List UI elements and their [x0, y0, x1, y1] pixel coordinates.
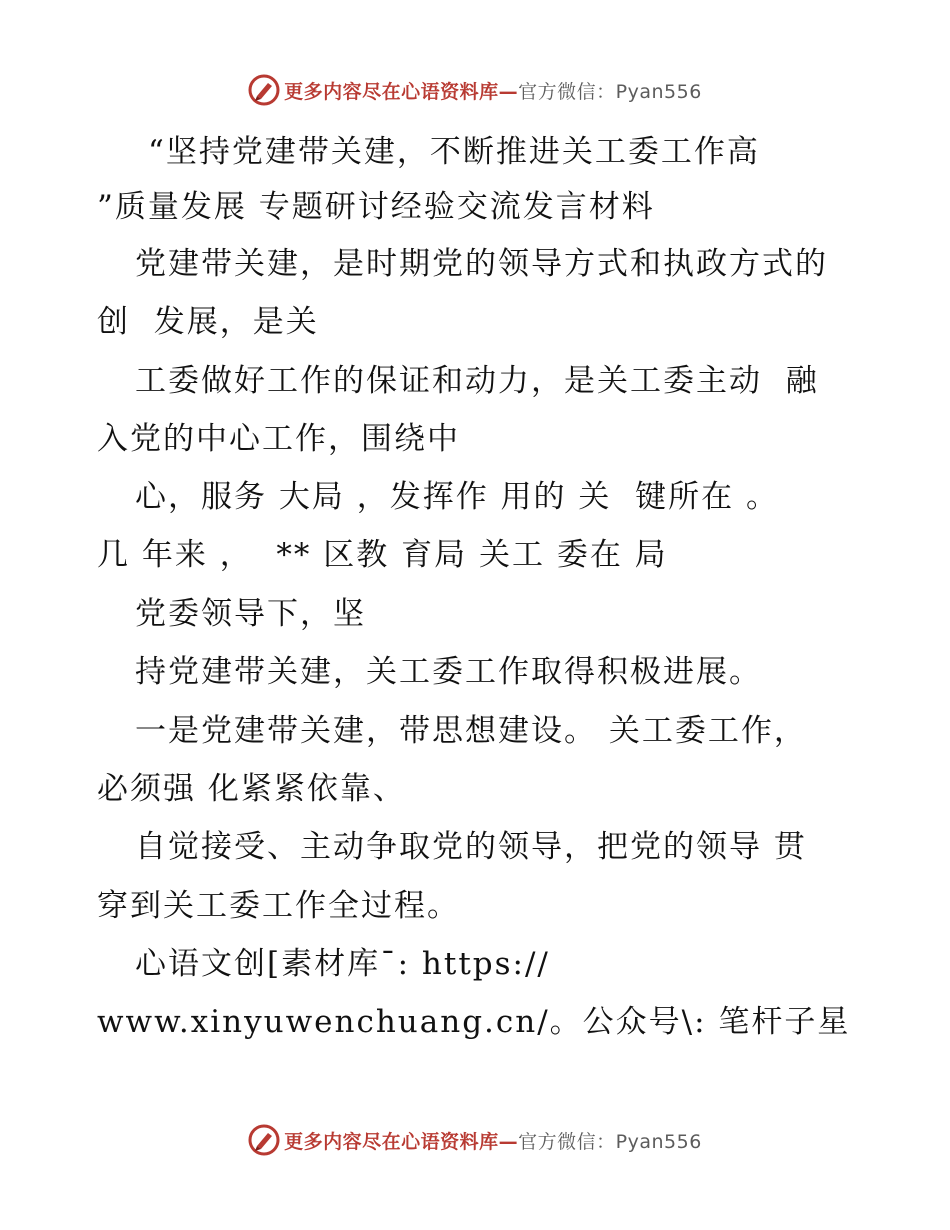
text-line: 党建带关建，是时期党的领导方式和执政方式的	[135, 246, 828, 282]
footer-banner	[0, 1120, 950, 1160]
text-line: 心，服务 大局 ，发挥作 用的 关 键所在 。	[135, 479, 779, 515]
banner-text: 更多内容尽在心语资料库—官方微信：Pyan556	[284, 80, 702, 103]
text-line: 几 年来 ， ** 区教 育局 关工 委在 局	[97, 537, 668, 573]
text-line: 党委领导下，坚	[135, 596, 366, 632]
text-line: 入党的中心工作，围绕中	[97, 421, 460, 457]
text-line: 一是党建带关建，带思想建设。 关工委工作，	[135, 713, 807, 749]
text-line: 持党建带关建，关工委工作取得积极进展。	[135, 654, 762, 690]
banner-wechat: 官方微信：Pyan556	[518, 1130, 702, 1153]
text-line: 自觉接受、主动争取党的领导，把党的领导 贯	[135, 829, 807, 865]
banner-text: 更多内容尽在心语资料库—官方微信：Pyan556	[284, 1130, 702, 1153]
text-line: 创 发展，是关	[97, 304, 319, 340]
xinyu-logo-icon	[248, 1124, 280, 1156]
title-line-2: ”质量发展 专题研讨经验交流发言材料	[97, 189, 655, 225]
text-line: 必须强 化紧紧依靠、	[97, 771, 406, 807]
title-line-1: “坚持党建带关建，不断推进关工委工作高	[148, 134, 760, 170]
banner-wechat: 官方微信：Pyan556	[518, 80, 702, 103]
text-line: www.xinyuwenchuang.cn/。公众号\: 笔杆子星	[97, 1004, 851, 1040]
xinyu-logo-icon	[248, 74, 280, 106]
text-line: 工委做好工作的保证和动力，是关工委主动 融	[135, 363, 819, 399]
text-line: 心语文创[素材库¯: https://	[135, 946, 550, 982]
text-line: 穿到关工委工作全过程。	[97, 888, 460, 924]
header-banner	[0, 70, 950, 110]
